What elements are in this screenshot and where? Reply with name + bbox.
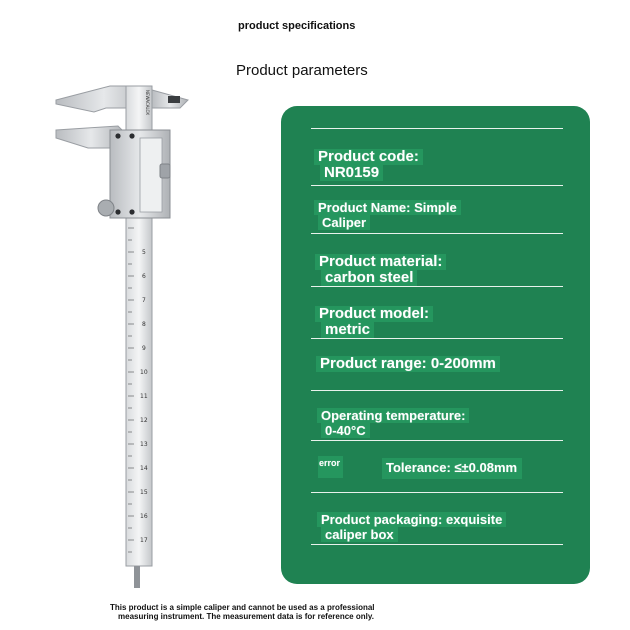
error-label: error	[318, 456, 343, 478]
divider	[311, 390, 563, 391]
divider	[311, 233, 563, 234]
scale-number: 15	[140, 489, 148, 496]
product-code-label: Product code:	[314, 149, 423, 165]
product-model-label: Product model:	[315, 306, 433, 322]
product-model	[315, 306, 433, 338]
scale-number: 8	[142, 321, 146, 328]
scale-number: 5	[142, 249, 146, 256]
product-range	[316, 356, 500, 372]
product-code	[314, 149, 423, 181]
jaw-tip-dark	[168, 96, 180, 103]
product-name-line2: Caliper	[318, 215, 370, 230]
disclaimer-line1: This product is a simple caliper and cannot be used as a professional	[110, 603, 375, 612]
packaging-line1: Product packaging: exquisite	[317, 512, 506, 527]
divider	[311, 286, 563, 287]
spec-panel	[281, 106, 590, 584]
product-name-line1: Product Name: Simple	[314, 200, 461, 215]
tolerance-text: Tolerance: ≤±0.08mm	[382, 458, 522, 479]
product-model-value: metric	[321, 322, 374, 338]
caliper-illustration	[48, 78, 208, 588]
product-material	[315, 254, 446, 286]
packaging-line2: caliper box	[321, 527, 398, 542]
divider	[311, 128, 563, 129]
disclaimer-line2: measuring instrument. The measurement data is for reference only.	[118, 612, 374, 621]
divider	[311, 440, 563, 441]
divider	[311, 492, 563, 493]
divider	[311, 185, 563, 186]
divider	[311, 544, 563, 545]
operating-temperature	[317, 408, 469, 438]
product-material-value: carbon steel	[321, 270, 417, 286]
vernier-window	[140, 138, 162, 212]
error-tag	[318, 456, 343, 478]
page-title: Product parameters	[236, 62, 368, 79]
scale-number: 16	[140, 513, 148, 520]
temperature-value: 0-40°C	[321, 423, 370, 438]
scale-number: 10	[140, 369, 148, 376]
depth-rod	[134, 566, 140, 588]
scale-number: 17	[140, 537, 148, 544]
divider	[311, 338, 563, 339]
scale-number: 7	[142, 297, 146, 304]
product-name	[314, 200, 461, 230]
thumb-wheel	[98, 200, 114, 216]
scale-number: 11	[140, 393, 148, 400]
product-code-value: NR0159	[320, 165, 383, 181]
product-packaging	[317, 512, 506, 542]
scale-number: 9	[142, 345, 146, 352]
scale-number: 14	[140, 465, 148, 472]
tolerance	[382, 458, 522, 479]
scale-number: 6	[142, 273, 146, 280]
lock-screw	[160, 164, 170, 178]
disclaimer-note	[110, 603, 450, 621]
brand-mark: NEWACALOX	[145, 90, 150, 116]
product-material-label: Product material:	[315, 254, 446, 270]
product-range-text: Product range: 0-200mm	[316, 356, 500, 372]
scale-number: 13	[140, 441, 148, 448]
section-subtitle: product specifications	[238, 20, 356, 32]
scale-number: 12	[140, 417, 148, 424]
temperature-label: Operating temperature:	[317, 408, 469, 423]
